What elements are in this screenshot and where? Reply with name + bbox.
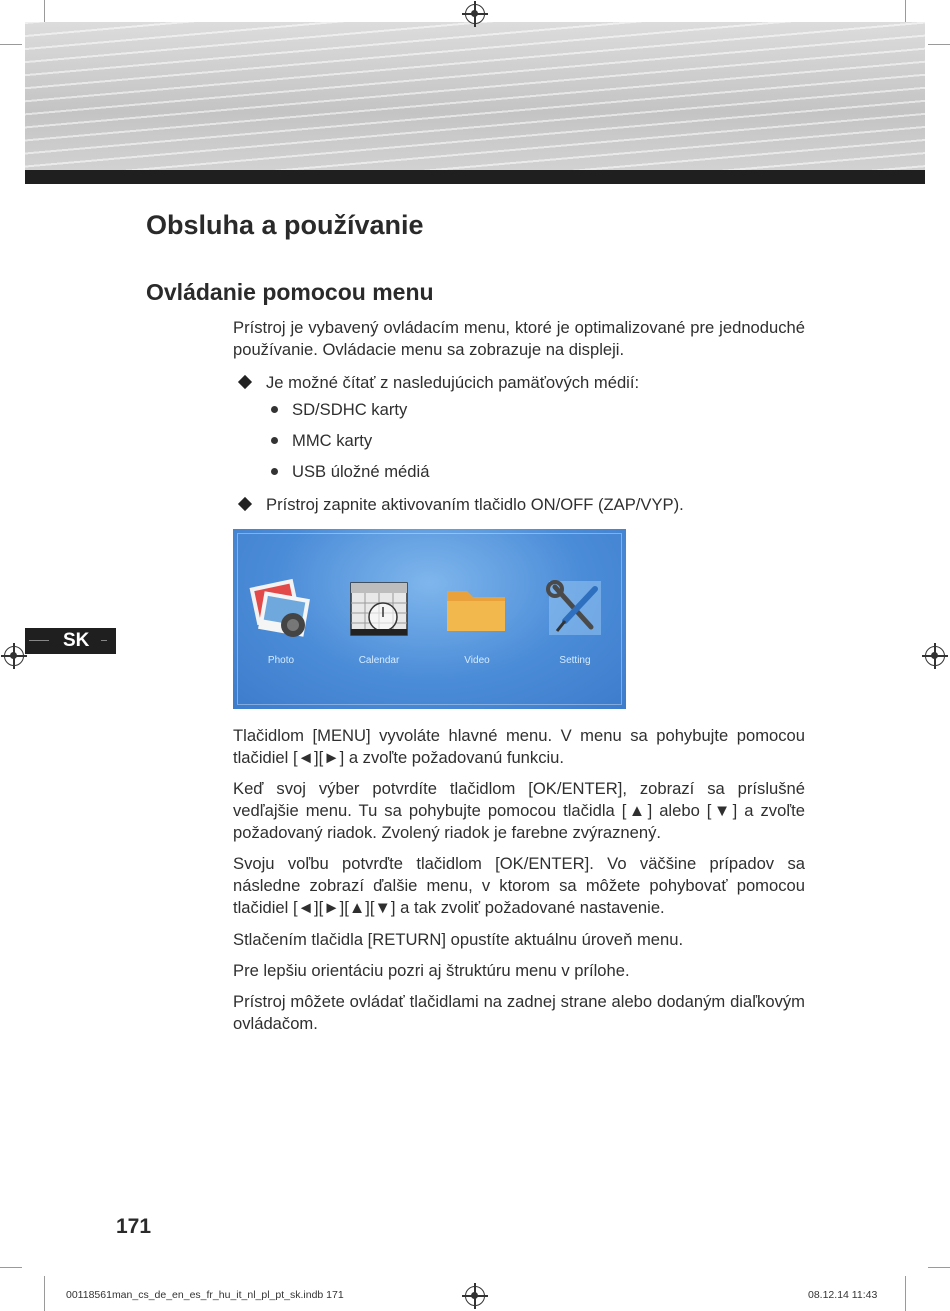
list-item-text: USB úložné médiá xyxy=(292,462,430,481)
header-bar xyxy=(25,170,925,184)
footer-filename: 00118561man_cs_de_en_es_fr_hu_it_nl_pl_pt_sk.indb 171 xyxy=(66,1289,344,1301)
crop-mark xyxy=(0,44,22,45)
folder-icon xyxy=(443,577,511,641)
list-item-text: SD/SDHC karty xyxy=(292,400,408,419)
crop-mark xyxy=(0,1267,22,1268)
menu-item-label: Photo xyxy=(267,655,295,666)
settings-tools-icon xyxy=(541,577,609,641)
menu-item-label: Setting xyxy=(559,655,591,666)
page-title: Obsluha a používanie xyxy=(146,210,424,240)
bullet-item xyxy=(240,373,639,393)
page-number: 171 xyxy=(116,1215,152,1238)
list-item xyxy=(271,462,429,482)
menu-item-video xyxy=(437,577,517,687)
calendar-icon xyxy=(345,577,413,641)
menu-screenshot xyxy=(233,529,626,709)
menu-item-setting xyxy=(535,577,615,687)
photo-icon xyxy=(247,577,315,641)
body-paragraph: Pre lepšiu orientáciu pozri aj štruktúru menu v prílohe. xyxy=(233,961,630,980)
crop-mark xyxy=(44,1276,45,1311)
menu-item-label: Calendar xyxy=(358,655,400,666)
menu-item-photo xyxy=(241,577,321,687)
diamond-bullet-icon xyxy=(238,497,252,511)
list-item xyxy=(271,400,407,420)
crop-mark xyxy=(928,1267,950,1268)
dot-bullet-icon xyxy=(271,406,278,413)
crop-mark xyxy=(905,1276,906,1311)
language-tab-label: SK xyxy=(63,630,90,651)
registration-mark-icon xyxy=(925,646,945,666)
crop-mark xyxy=(928,44,950,45)
dot-bullet-icon xyxy=(271,437,278,444)
bullet-text: Prístroj zapnite aktivovaním tlačidlo ON/OFF (ZAP/VYP). xyxy=(266,495,684,514)
menu-item-calendar xyxy=(339,577,419,687)
header-band xyxy=(25,22,925,172)
body-paragraph: Keď svoj výber potvrdíte tlačidlom [OK/ENTER], zobrazí sa príslušné vedľajšie menu. Tu sa pohybujte pomocou tlačidla [▲] alebo [▼] a zvoľte požadovaný riadok. Zvolený riadok je farebne zvýraznený. xyxy=(233,779,805,842)
registration-mark-icon xyxy=(4,646,24,666)
bullet-text: Je možné čítať z nasledujúcich pamäťových médií: xyxy=(266,373,640,392)
list-item xyxy=(271,431,372,451)
body-paragraph: Tlačidlom [MENU] vyvoláte hlavné menu. V menu sa pohybujte pomocou tlačidiel [◄][►] a zvoľte požadovanú funkciu. xyxy=(233,726,805,767)
diamond-bullet-icon xyxy=(238,375,252,389)
intro-paragraph: Prístroj je vybavený ovládacím menu, ktoré je optimalizované pre jednoduché používanie. Ovládacie menu sa zobrazuje na displeji. xyxy=(233,318,805,359)
language-tab xyxy=(25,628,116,654)
body-paragraph: Prístroj môžete ovládať tlačidlami na zadnej strane alebo dodaným diaľkovým ovládačom. xyxy=(233,992,805,1033)
bullet-item xyxy=(240,495,684,515)
list-item-text: MMC karty xyxy=(292,431,373,450)
registration-mark-icon xyxy=(465,4,485,24)
menu-item-label: Video xyxy=(464,655,490,666)
body-paragraph: Svoju voľbu potvrďte tlačidlom [OK/ENTER]. Vo väčšine prípadov sa následne zobrazí ďalšie menu, v ktorom sa môžete pohybovať pomocou tlačidiel [◄][►][▲][▼] a tak zvoliť požadované nastavenie. xyxy=(233,854,805,917)
section-title: Ovládanie pomocou menu xyxy=(146,279,434,305)
registration-mark-icon xyxy=(465,1286,485,1306)
dot-bullet-icon xyxy=(271,468,278,475)
footer-date: 08.12.14 11:43 xyxy=(808,1289,878,1301)
body-paragraph: Stlačením tlačidla [RETURN] opustíte aktuálnu úroveň menu. xyxy=(233,930,684,949)
